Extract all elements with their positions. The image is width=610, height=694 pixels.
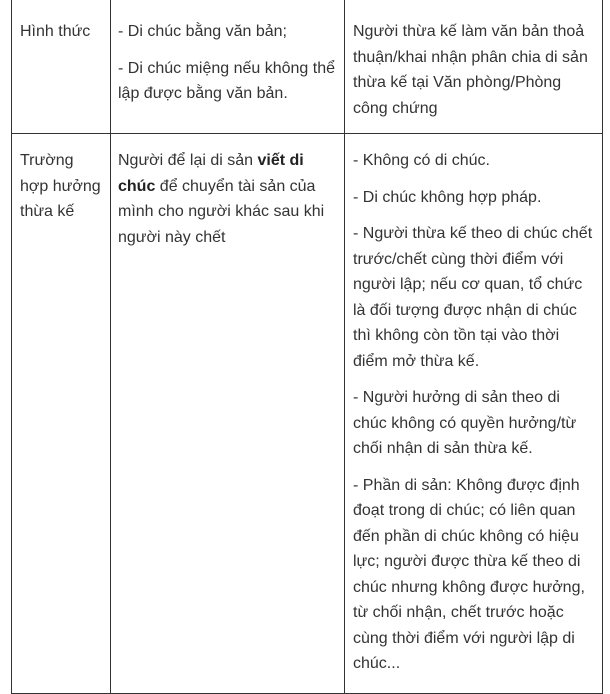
cell-paragraph: - Người hưởng di sản theo di chúc không có quyền hưởng/từ chối nhận di sản thừa kế.: [353, 389, 577, 457]
cell-paragraph: - Phần di sản: Không được định đoạt trong di chúc; có liên quan đến phần di chúc không có hiệu lực; người được thừa kế theo di chúc nhưng không được hưởng, từ chối nhận, chết trước hoặc cùng thời điểm với người lập di chúc...: [353, 476, 585, 672]
cell-paragraph: [118, 148, 338, 250]
cell-paragraph: - Di chúc miệng nếu không thể lập được bằng văn bản.: [118, 59, 336, 102]
row-header-cell: [12, 134, 111, 694]
table-cell: [111, 0, 345, 134]
table-cell: [345, 0, 603, 134]
text-run: Người để lại di sản: [118, 152, 258, 169]
bold-text: viết di chúc: [118, 152, 304, 195]
inheritance-comparison-table: [11, 0, 603, 694]
cell-paragraph: - Di chúc bằng văn bản;: [118, 23, 287, 40]
table-cell: [111, 134, 345, 694]
row-header: Hình thức: [20, 23, 91, 40]
table-row: [12, 134, 603, 694]
table-row: [12, 0, 603, 134]
row-header-cell: [12, 0, 111, 134]
table-cell: [345, 134, 603, 694]
text-run: để chuyển tài sản của mình cho người khác sau khi người này chết: [118, 177, 325, 246]
row-header: Trường hợp hưởng thừa kế: [20, 152, 101, 220]
cell-paragraph: - Người thừa kế theo di chúc chết trước/chết cùng thời điểm với người lập; nếu cơ quan, tổ chức là đối tượng được nhận di chúc thì không còn tồn tại vào thời điểm mở thừa kế.: [353, 225, 593, 370]
cell-paragraph: Người thừa kế làm văn bản thoả thuận/khai nhận phân chia di sản thừa kế tại Văn phòng/Phòng công chứng: [353, 23, 588, 117]
cell-paragraph: - Không có di chúc.: [353, 152, 490, 169]
cell-paragraph: - Di chúc không hợp pháp.: [353, 188, 542, 206]
